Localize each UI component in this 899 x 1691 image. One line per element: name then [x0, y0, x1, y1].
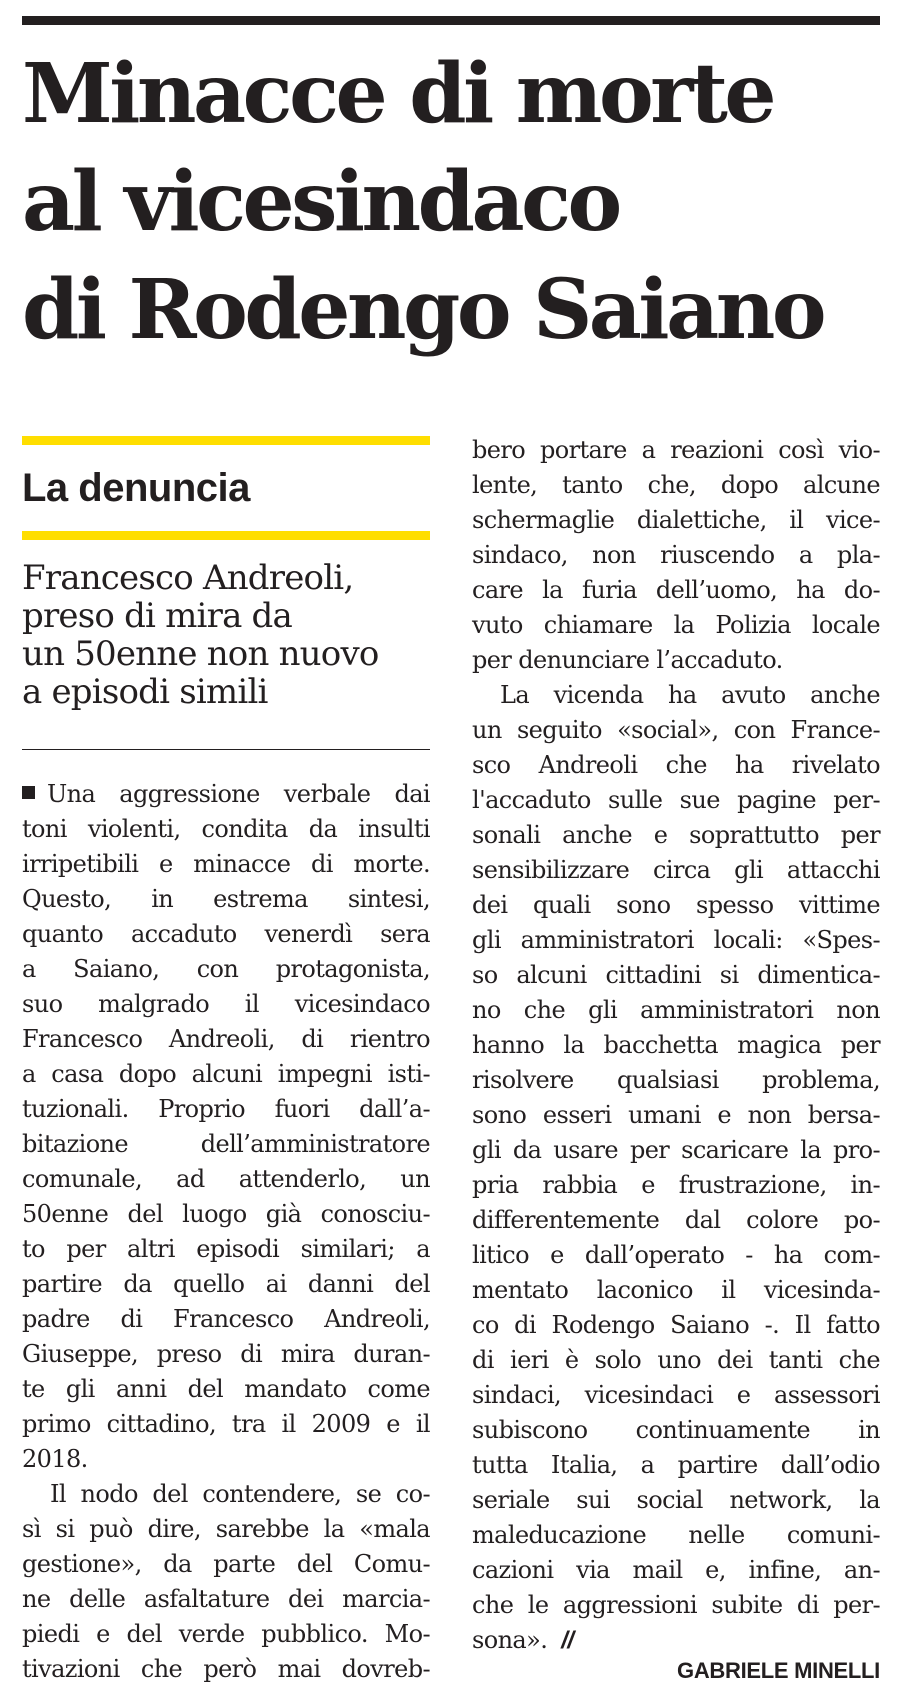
- section-bar-top: [22, 436, 430, 445]
- body-line: bero portare a reazioni così vio-: [472, 436, 880, 464]
- body-line: a Saiano, con protagonista,: [22, 955, 430, 983]
- article-column-left: [22, 777, 430, 1687]
- body-line: gli amministratori locali: «Spes-: [472, 926, 880, 954]
- body-line: ne delle asfaltature dei marcia-: [22, 1585, 430, 1613]
- subhead-divider: [22, 749, 430, 750]
- body-line: hanno la bacchetta magica per: [472, 1031, 880, 1059]
- body-line: padre di Francesco Andreoli,: [22, 1305, 430, 1333]
- body-line: litico e dall’operato - ha com-: [472, 1241, 880, 1269]
- body-line: vuto chiamare la Polizia locale: [472, 611, 880, 639]
- body-line: quanto accaduto venerdì sera: [22, 920, 430, 948]
- body-line: schermaglie dialettiche, il vice-: [472, 506, 880, 534]
- body-line: l'accaduto sulle sue pagine per-: [472, 786, 880, 814]
- body-line: La vicenda ha avuto anche: [500, 681, 880, 709]
- body-line: sonali anche e soprattutto per: [472, 821, 880, 849]
- body-line: no che gli amministratori non: [472, 996, 880, 1024]
- body-line: toni violenti, condita da insulti: [22, 815, 430, 843]
- byline: GABRIELE MINELLI: [677, 1658, 880, 1683]
- body-line-last: [472, 1623, 880, 1658]
- body-line: a casa dopo alcuni impegni isti-: [22, 1060, 430, 1088]
- headline-line: Minacce di morte: [22, 46, 773, 142]
- body-line: irripetibili e minacce di morte.: [22, 850, 430, 878]
- subhead-line: a episodi simili: [22, 672, 268, 712]
- subhead-line: preso di mira da: [22, 596, 292, 636]
- body-line: gestione», da parte del Comu-: [22, 1550, 430, 1578]
- body-line: Giuseppe, preso di mira duran-: [22, 1340, 430, 1368]
- body-line: dei quali sono spesso vittime: [472, 891, 880, 919]
- body-line: to per altri episodi similari; a: [22, 1235, 430, 1263]
- subhead-line: Francesco Andreoli,: [22, 558, 354, 598]
- body-line: di ieri è solo uno dei tanti che: [472, 1346, 880, 1374]
- body-line: co di Rodengo Saiano -. Il fatto: [472, 1311, 880, 1339]
- body-line: 50enne del luogo già conosciu-: [22, 1200, 430, 1228]
- article-end-mark: //: [561, 1627, 574, 1654]
- body-line: tuzionali. Proprio fuori dall’a-: [22, 1095, 430, 1123]
- subhead-line: un 50enne non nuovo: [22, 634, 379, 674]
- body-line: Francesco Andreoli, di rientro: [22, 1025, 430, 1053]
- body-line: care la furia dell’uomo, ha do-: [472, 576, 880, 604]
- headline-line: di Rodengo Saiano: [22, 262, 824, 358]
- body-line: primo cittadino, tra il 2009 e il: [22, 1410, 430, 1438]
- body-line: sensibilizzare circa gli attacchi: [472, 856, 880, 884]
- body-line-text: sona».: [472, 1626, 548, 1654]
- body-line: seriale sui social network, la: [472, 1486, 880, 1514]
- subhead: [22, 559, 432, 711]
- section-bar-bottom: [22, 531, 430, 540]
- body-line: partire da quello ai danni del: [22, 1270, 430, 1298]
- article-column-right: [472, 433, 880, 1658]
- body-line: che le aggressioni subite di per-: [472, 1591, 880, 1619]
- body-line: sì si può dire, sarebbe la «mala: [22, 1515, 430, 1543]
- body-line: sindaci, vicesindaci e assessori: [472, 1381, 880, 1409]
- body-line: tutta Italia, a partire dall’odio: [472, 1451, 880, 1479]
- body-line: cazioni via mail e, infine, an-: [472, 1556, 880, 1584]
- paragraph-square-icon: [22, 786, 35, 799]
- body-line-text: Una aggressione verbale dai: [47, 780, 430, 808]
- body-line-first: [22, 777, 430, 812]
- body-line: tivazioni che però mai dovreb-: [22, 1655, 430, 1683]
- body-line: comunale, ad attenderlo, un: [22, 1165, 430, 1193]
- body-line: sindaco, non riuscendo a pla-: [472, 541, 880, 569]
- body-line: subiscono continuamente in: [472, 1416, 880, 1444]
- body-line: Il nodo del contendere, se co-: [50, 1480, 430, 1508]
- body-line: 2018.: [22, 1445, 88, 1473]
- headline-line: al vicesindaco: [22, 154, 619, 250]
- body-line: maleducazione nelle comuni-: [472, 1521, 880, 1549]
- body-line: differentemente dal colore po-: [472, 1206, 880, 1234]
- body-line: lente, tanto che, dopo alcune: [472, 471, 880, 499]
- body-line: risolvere qualsiasi problema,: [472, 1066, 880, 1094]
- body-line: pria rabbia e frustrazione, in-: [472, 1171, 880, 1199]
- body-line: so alcuni cittadini si dimentica-: [472, 961, 880, 989]
- body-line: mentato laconico il vicesinda-: [472, 1276, 880, 1304]
- headline: [22, 40, 882, 364]
- body-line: sco Andreoli che ha rivelato: [472, 751, 880, 779]
- body-line: un seguito «social», con France-: [472, 716, 880, 744]
- top-rule: [22, 16, 880, 25]
- body-line: bitazione dell’amministratore: [22, 1130, 430, 1158]
- body-line: Questo, in estrema sintesi,: [22, 885, 430, 913]
- body-line: suo malgrado il vicesindaco: [22, 990, 430, 1018]
- body-line: piedi e del verde pubblico. Mo-: [22, 1620, 430, 1648]
- body-line: te gli anni del mandato come: [22, 1375, 430, 1403]
- body-line: gli da usare per scaricare la pro-: [472, 1136, 880, 1164]
- section-label: La denuncia: [22, 466, 250, 510]
- body-line: sono esseri umani e non bersa-: [472, 1101, 880, 1129]
- body-line: per denunciare l’accaduto.: [472, 646, 783, 674]
